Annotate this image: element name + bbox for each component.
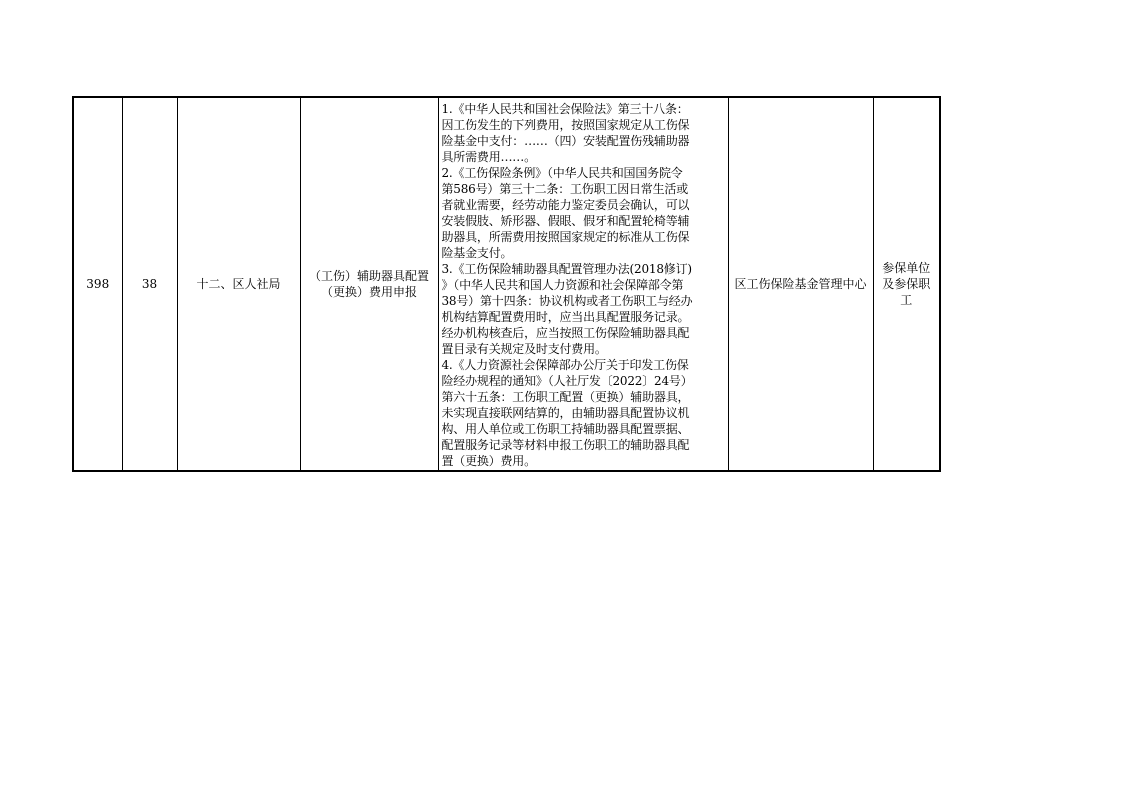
legal-basis-line: 第586号）第三十二条：工伤职工因日常生活或 [441,182,689,196]
legal-basis-cell [438,97,728,471]
legal-basis-line: 》（中华人民共和国人力资源和社会保障部令第 [441,278,684,292]
legal-basis-line: 置目录有关规定及时支付费用。 [441,342,607,356]
legal-basis-line: 具所需费用……。 [441,150,536,164]
legal-basis-line: 者就业需要，经劳动能力鉴定委员会确认，可以 [441,198,690,212]
legal-basis-line: 险经办规程的通知》（人社厅发〔2022〕24号） [441,374,693,388]
legal-basis-line: 经办机构核查后，应当按照工伤保险辅助器具配 [441,326,690,340]
service-item-table [72,96,941,472]
legal-basis-line: 构、用人单位或工伤职工持辅助器具配置票据、 [441,422,690,436]
legal-basis-line: 机构结算配置费用时，应当出具配置服务记录。 [441,310,690,324]
sub-seq-cell: 38 [122,97,177,471]
legal-basis-line: 4.《人力资源社会保障部办公厅关于印发工伤保 [441,358,689,372]
legal-basis-line: 险基金支付。 [441,246,513,260]
legal-basis-line: 险基金中支付：……（四）安装配置伤残辅助器 [441,134,690,148]
legal-basis-line: 助器具，所需费用按照国家规定的标准从工伤保 [441,230,690,244]
legal-basis-line: 38号）第十四条：协议机构或者工伤职工与经办 [441,294,693,308]
handling-org-cell: 区工伤保险基金管理中心 [728,97,873,471]
legal-basis-line: 2.《工伤保险条例》（中华人民共和国国务院令 [441,166,683,180]
legal-basis-line: 置（更换）费用。 [441,454,536,468]
item-name-cell: （工伤）辅助器具配置（更换）费用申报 [300,97,438,471]
legal-basis-line: 配置服务记录等材料申报工伤职工的辅助器具配 [441,438,690,452]
legal-basis-line: 3.《工伤保险辅助器具配置管理办法(2018修订) [441,262,692,276]
legal-basis-line: 未实现直接联网结算的，由辅助器具配置协议机 [441,406,690,420]
applicant-cell: 参保单位及参保职工 [873,97,940,471]
legal-basis-line: 第六十五条：工伤职工配置（更换）辅助器具， [441,390,690,404]
legal-basis-line: 1.《中华人民共和国社会保险法》第三十八条： [441,102,689,116]
legal-basis-line: 因工伤发生的下列费用，按照国家规定从工伤保 [441,118,690,132]
legal-basis-line: 安装假肢、矫形器、假眼、假牙和配置轮椅等辅 [441,214,690,228]
table-row [73,97,940,471]
seq-cell: 398 [73,97,122,471]
department-cell: 十二、区人社局 [177,97,300,471]
